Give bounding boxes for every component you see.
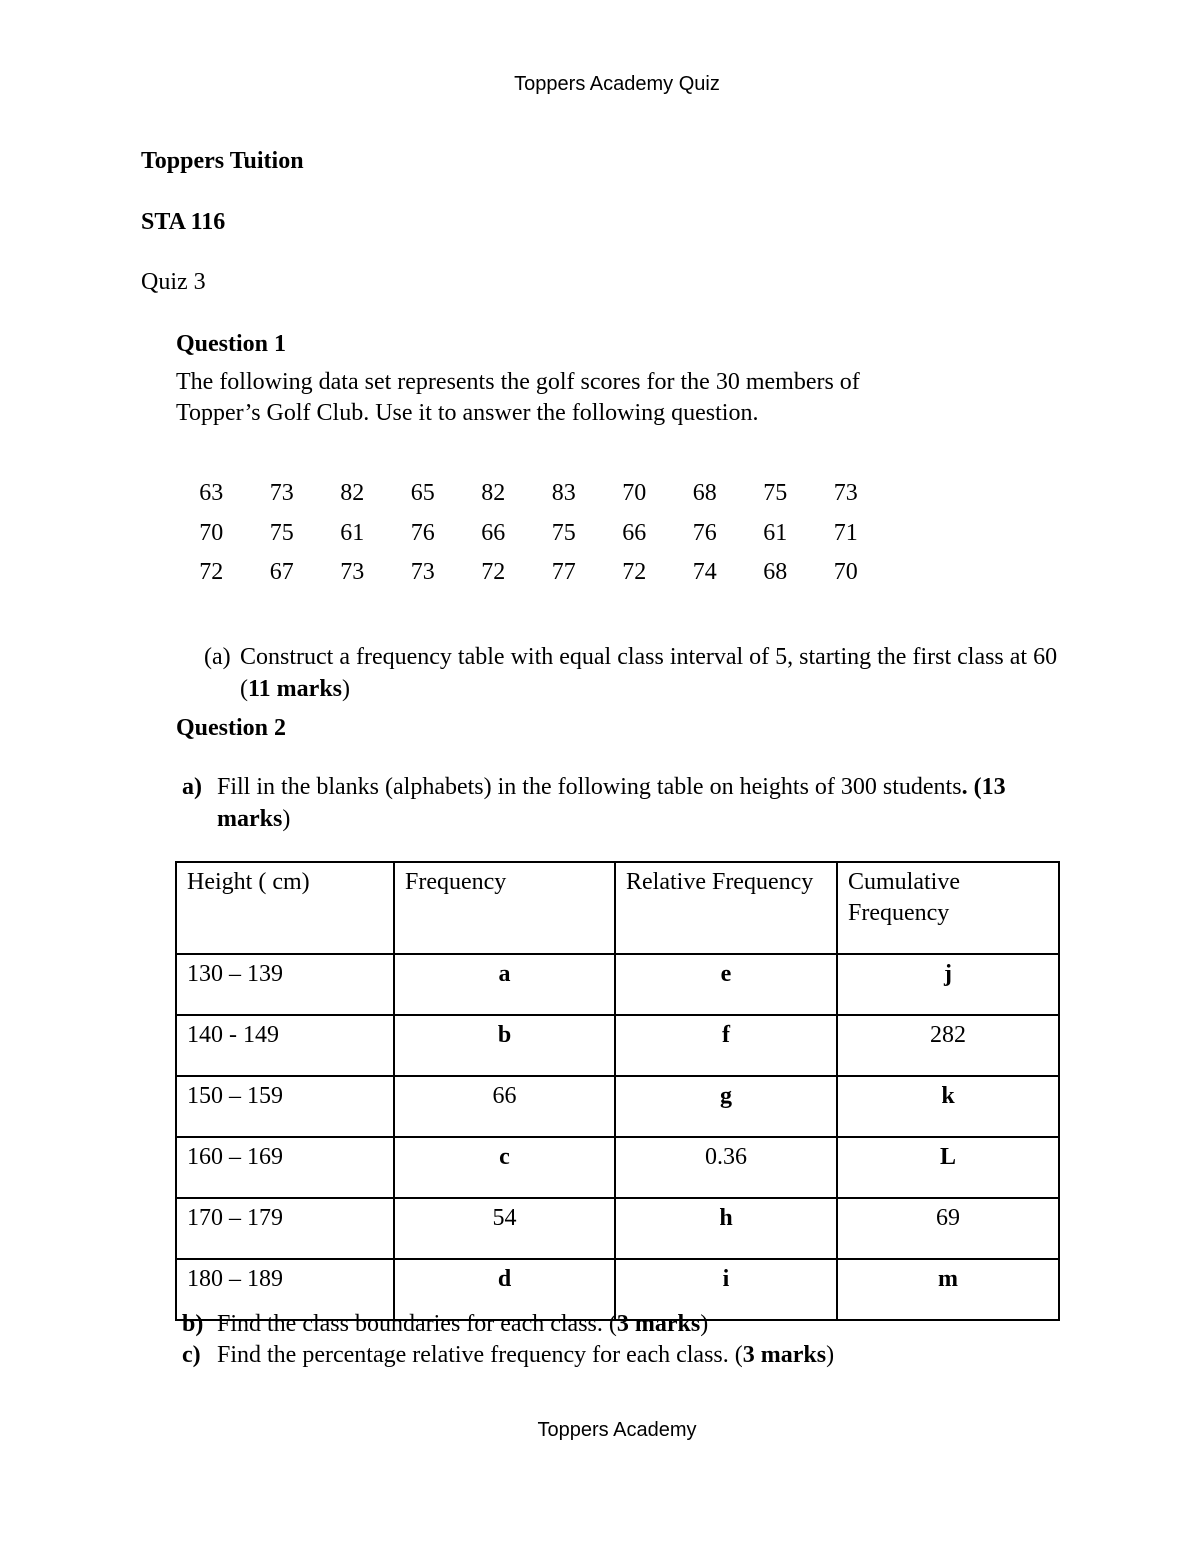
score-value: 70 bbox=[622, 480, 647, 506]
table-row bbox=[176, 1198, 1059, 1259]
score-value: 73 bbox=[269, 480, 294, 506]
score-value: 75 bbox=[269, 519, 294, 546]
table-row bbox=[176, 1137, 1059, 1198]
question-2-part-b-marks: 3 marks bbox=[616, 1311, 701, 1337]
question-2-part-c-marks: 3 marks bbox=[742, 1342, 827, 1368]
score-value: 75 bbox=[763, 480, 788, 506]
question-2-part-a-marks: 13 marks bbox=[217, 774, 1006, 832]
score-value: 68 bbox=[763, 559, 788, 585]
frequency-cell: 66 bbox=[394, 1076, 615, 1137]
golf-scores-grid bbox=[176, 480, 881, 599]
score-value: 72 bbox=[199, 559, 224, 585]
relative-frequency-cell: g bbox=[615, 1076, 837, 1137]
relative-frequency-cell: f bbox=[615, 1015, 837, 1076]
cumulative-frequency-cell: 282 bbox=[837, 1015, 1059, 1076]
score-value: 77 bbox=[551, 559, 576, 585]
table-header-row bbox=[176, 862, 1059, 954]
frequency-cell: d bbox=[394, 1259, 615, 1320]
score-value: 75 bbox=[551, 519, 576, 546]
relative-frequency-cell: e bbox=[615, 954, 837, 1015]
score-value: 67 bbox=[269, 559, 294, 585]
score-value: 70 bbox=[833, 559, 858, 585]
column-header-relative-frequency: Relative Frequency bbox=[615, 862, 837, 954]
question-1-part-a-marks: 11 marks bbox=[248, 676, 343, 702]
score-value: 76 bbox=[410, 519, 435, 546]
score-value: 61 bbox=[763, 519, 788, 546]
table-row bbox=[176, 1076, 1059, 1137]
cumulative-frequency-cell: 69 bbox=[837, 1198, 1059, 1259]
score-value: 70 bbox=[199, 519, 224, 546]
cumulative-frequency-cell: k bbox=[837, 1076, 1059, 1137]
score-value: 61 bbox=[340, 519, 365, 546]
height-class-cell: 150 – 159 bbox=[176, 1076, 394, 1137]
page-footer: Toppers Academy bbox=[537, 1419, 697, 1441]
question-2-part-b-close: ) bbox=[700, 1311, 709, 1337]
height-class-cell: 130 – 139 bbox=[176, 954, 394, 1015]
scores-row bbox=[176, 520, 881, 560]
question-2-part-b bbox=[217, 1311, 708, 1338]
question-1-intro-line-2: Topper’s Golf Club. Use it to answer the following question. bbox=[176, 400, 759, 426]
height-class-cell: 160 – 169 bbox=[176, 1137, 394, 1198]
height-class-cell: 140 - 149 bbox=[176, 1015, 394, 1076]
table-row bbox=[176, 954, 1059, 1015]
relative-frequency-cell: h bbox=[615, 1198, 837, 1259]
question-2-part-a bbox=[217, 771, 1007, 835]
column-header-cumulative-frequency: Cumulative Frequency bbox=[837, 862, 1059, 954]
score-value: 83 bbox=[551, 480, 576, 506]
height-class-cell: 180 – 189 bbox=[176, 1259, 394, 1320]
height-class-cell: 170 – 179 bbox=[176, 1198, 394, 1259]
question-2-part-c-text: Find the percentage relative frequency for each class. ( bbox=[217, 1342, 743, 1368]
scores-row bbox=[176, 480, 881, 520]
score-value: 82 bbox=[340, 480, 365, 506]
frequency-cell: 54 bbox=[394, 1198, 615, 1259]
frequency-cell: b bbox=[394, 1015, 615, 1076]
question-2-part-a-text: Fill in the blanks (alphabets) in the following table on heights of 300 students bbox=[217, 774, 962, 800]
score-value: 66 bbox=[481, 519, 506, 546]
score-value: 76 bbox=[692, 519, 717, 546]
question-2-part-b-label: b) bbox=[182, 1311, 204, 1337]
column-header-frequency: Frequency bbox=[394, 862, 615, 954]
table-row bbox=[176, 1015, 1059, 1076]
question-2-part-c bbox=[217, 1342, 834, 1369]
scores-row bbox=[176, 559, 881, 599]
score-value: 71 bbox=[833, 519, 858, 546]
cumulative-frequency-cell: L bbox=[837, 1137, 1059, 1198]
document-title: Toppers Tuition bbox=[141, 148, 304, 174]
score-value: 73 bbox=[410, 559, 435, 585]
column-header-height: Height ( cm) bbox=[176, 862, 394, 954]
heights-frequency-table bbox=[175, 861, 1060, 1321]
question-1-part-a-label: (a) bbox=[204, 644, 231, 670]
question-2-part-a-label: a) bbox=[182, 774, 202, 800]
course-code: STA 116 bbox=[141, 209, 226, 235]
score-value: 72 bbox=[481, 559, 506, 585]
question-1-part-a-text: Construct a frequency table with equal class interval of 5, starting the first class at 60 ( bbox=[240, 644, 1058, 702]
question-2-part-a-close: ) bbox=[282, 806, 291, 832]
question-1-heading: Question 1 bbox=[176, 331, 287, 357]
question-1-part-a-close: ) bbox=[342, 676, 351, 702]
score-value: 74 bbox=[692, 559, 717, 585]
score-value: 68 bbox=[692, 480, 717, 506]
page-header: Toppers Academy Quiz bbox=[514, 73, 720, 95]
relative-frequency-cell: i bbox=[615, 1259, 837, 1320]
score-value: 73 bbox=[340, 559, 365, 585]
question-2-part-a-dot: . ( bbox=[961, 774, 982, 800]
question-1-intro-line-1: The following data set represents the golf scores for the 30 members of bbox=[176, 369, 860, 395]
quiz-number: Quiz 3 bbox=[141, 269, 206, 295]
score-value: 65 bbox=[410, 480, 435, 506]
score-value: 63 bbox=[199, 480, 224, 506]
cumulative-frequency-cell: m bbox=[837, 1259, 1059, 1320]
question-2-part-c-close: ) bbox=[826, 1342, 835, 1368]
cumulative-frequency-cell: j bbox=[837, 954, 1059, 1015]
question-2-part-b-text: Find the class boundaries for each class. ( bbox=[217, 1311, 617, 1337]
relative-frequency-cell: 0.36 bbox=[615, 1137, 837, 1198]
question-1-part-a bbox=[240, 641, 1060, 705]
score-value: 66 bbox=[622, 519, 647, 546]
frequency-cell: c bbox=[394, 1137, 615, 1198]
frequency-cell: a bbox=[394, 954, 615, 1015]
question-2-heading: Question 2 bbox=[176, 715, 287, 741]
score-value: 72 bbox=[622, 559, 647, 585]
score-value: 82 bbox=[481, 480, 506, 506]
question-2-part-c-label: c) bbox=[182, 1342, 201, 1368]
score-value: 73 bbox=[833, 480, 858, 506]
